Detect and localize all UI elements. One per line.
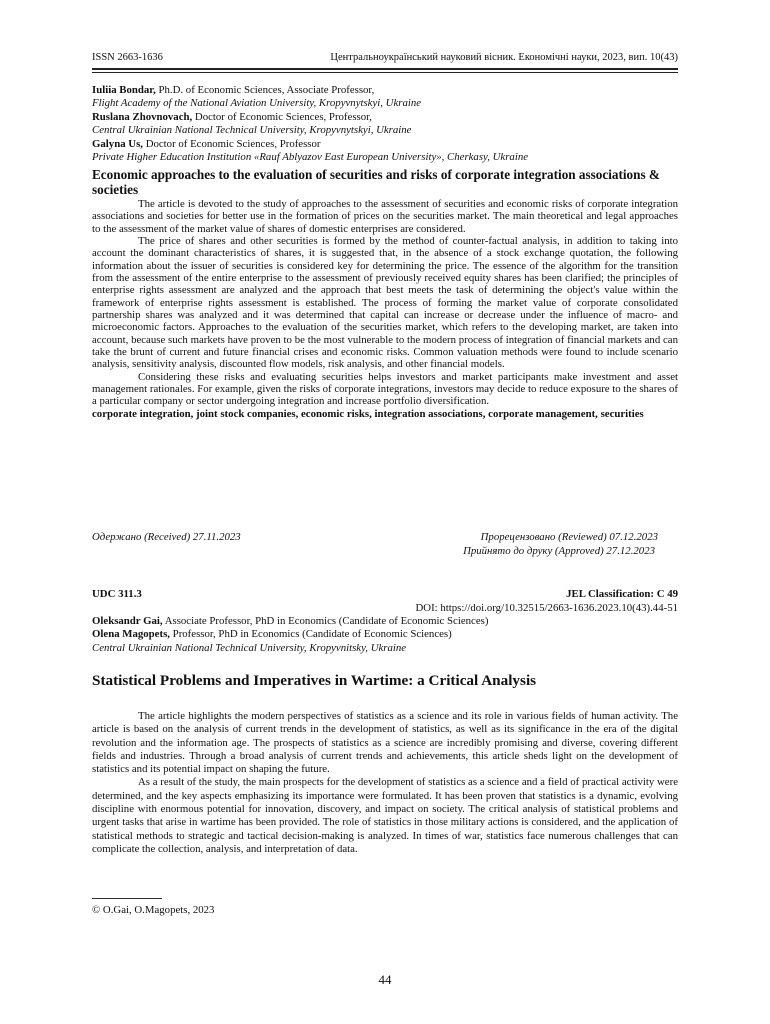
author-affiliation: Private Higher Education Institution «Rauf Ablyazov East European University», Cherkasy, Ukraine <box>92 151 529 164</box>
issn-label: ISSN 2663-1636 <box>92 52 163 63</box>
article2-body <box>92 710 678 856</box>
author-affiliation: Flight Academy of the National Aviation University, Kropyvnytskyi, Ukraine <box>92 97 422 110</box>
udc-code: UDC 311.3 <box>92 588 142 600</box>
keywords: corporate integration, joint stock companies, economic risks, integration associations, corporate management, securities <box>92 407 644 420</box>
article2-authors <box>92 615 678 655</box>
approved-date: Прийнято до друку (Approved) 27.12.2023 <box>463 545 655 557</box>
reviewed-date: Прорецензовано (Reviewed) 07.12.2023 <box>480 531 658 543</box>
journal-title: Центральноукраїнський науковий вісник. Економічні науки, 2023, вип. 10(43) <box>330 52 678 63</box>
author-line: Galyna Us, Doctor of Economic Sciences, Professor <box>92 137 321 150</box>
header-rule-thick <box>92 68 678 70</box>
copyright-note: © O.Gai, O.Magopets, 2023 <box>92 904 215 916</box>
author-line: Ruslana Zhovnovach, Doctor of Economic Sciences, Professor, <box>92 110 372 123</box>
article1-body <box>92 167 678 420</box>
abstract-paragraph: As a result of the study, the main prospects for the development of statistics as a science and a field of practical activity were determined, and the key aspects emphasizing its importance were formulated. It has been proven that statistics is a dynamic, evolving discipline with enormous potential for innovation, discovery, and impact on society. The critical analysis of statistical problems and urgent tasks that arise in wartime has been provided. The role of statistics in those military actions is considered, and the application of statistical methods to strategic and tactical decision-making is analyzed. In times of war, statistics face numerous challenges that can complicate the collection, analysis, and interpretation of data. <box>92 776 678 855</box>
received-date: Одержано (Received) 27.11.2023 <box>92 531 241 543</box>
running-header <box>92 52 678 68</box>
article2-title: Statistical Problems and Imperatives in Wartime: a Critical Analysis <box>92 672 537 689</box>
abstract-paragraph: Considering these risks and evaluating securities helps investors and market participants make investment and asset management rationales. For example, given the risks of corporate integrations, investors may decide to reduce exposure to the shares of a particular company or sector undergoing integration and increase portfolio diversification. <box>92 370 678 408</box>
author-line: Oleksandr Gai, Associate Professor, PhD in Economics (Candidate of Economic Sciences) <box>92 615 489 627</box>
author-line: Iuliia Bondar, Ph.D. of Economic Sciences, Associate Professor, <box>92 84 375 96</box>
footnote-rule <box>92 898 162 899</box>
abstract-paragraph: The article is devoted to the study of approaches to the assessment of securities and economic risks of corporate integration associations and societies for better use in the formation of prices on the securities market. The main theoretical and legal approaches to the assessment of the market value of shares of domestic enterprises are considered. <box>92 197 678 235</box>
article1-authors <box>92 84 678 164</box>
classification-line <box>92 588 678 602</box>
abstract-paragraph: The price of shares and other securities is formed by the method of counter-factual analysis, in addition to taking into account the dominant characteristics of shares, it is suggested that, in the absence of a stock exchange quotation, the following information about the issuer of securities is considered key for determining the price. The essence of the algorithm for the transition from the assessment of the entire enterprise to the assessment of previously received equity shares has been clarified; the principles of enterprise rights assessment are analyzed and the approach that best meets the task of determining the object's value within the framework of enterprise rights assessment is established. The process of forming the market value of corporate consolidated partnership shares was analyzed and it was determined that capital can increase or decrease under the influence of macro- and microeconomic factors. Approaches to the evaluation of the securities market, which refers to the developing market, are taken into account, because such markets have proven to be the most vulnerable to the modern process of integration of financial markets and can take the brunt of current and future financial crises and economic risks. Common valuation methods were found to include scenario analysis, sensitivity analysis, discounted flow models, risk analysis, and other financial models. <box>92 234 678 371</box>
author-line: Olena Magopets, Professor, PhD in Economics (Candidate of Economic Sciences) <box>92 628 452 641</box>
article2-title-block <box>92 672 678 690</box>
doi-link[interactable]: DOI: https://doi.org/10.32515/2663-1636.2023.10(43).44-51 <box>415 602 678 614</box>
jel-classification: JEL Classification: C 49 <box>566 588 678 600</box>
author-affiliation: Central Ukrainian National Technical University, Kropyvnytskyi, Ukraine <box>92 124 412 137</box>
page-number: 44 <box>378 972 392 987</box>
header-rule-thin <box>92 72 678 73</box>
abstract-paragraph: The article highlights the modern perspectives of statistics as a science and its role in various fields of human activity. The article is based on the analysis of current trends in the development of statistics, as well as its significance in the era of the digital revolution and the information age. The prospects of statistics as a science are incredibly promising and diverse, covering different fields and industries. Through a broad analysis of current trends and achievements, this article sheds light on the development of statistics and its potential impact on shaping the future. <box>92 710 678 776</box>
author-affiliation: Central Ukrainian National Technical University, Kropyvnitsky, Ukraine <box>92 641 407 654</box>
article1-title: Economic approaches to the evaluation of securities and risks of corporate integration associations & societies <box>92 167 660 198</box>
